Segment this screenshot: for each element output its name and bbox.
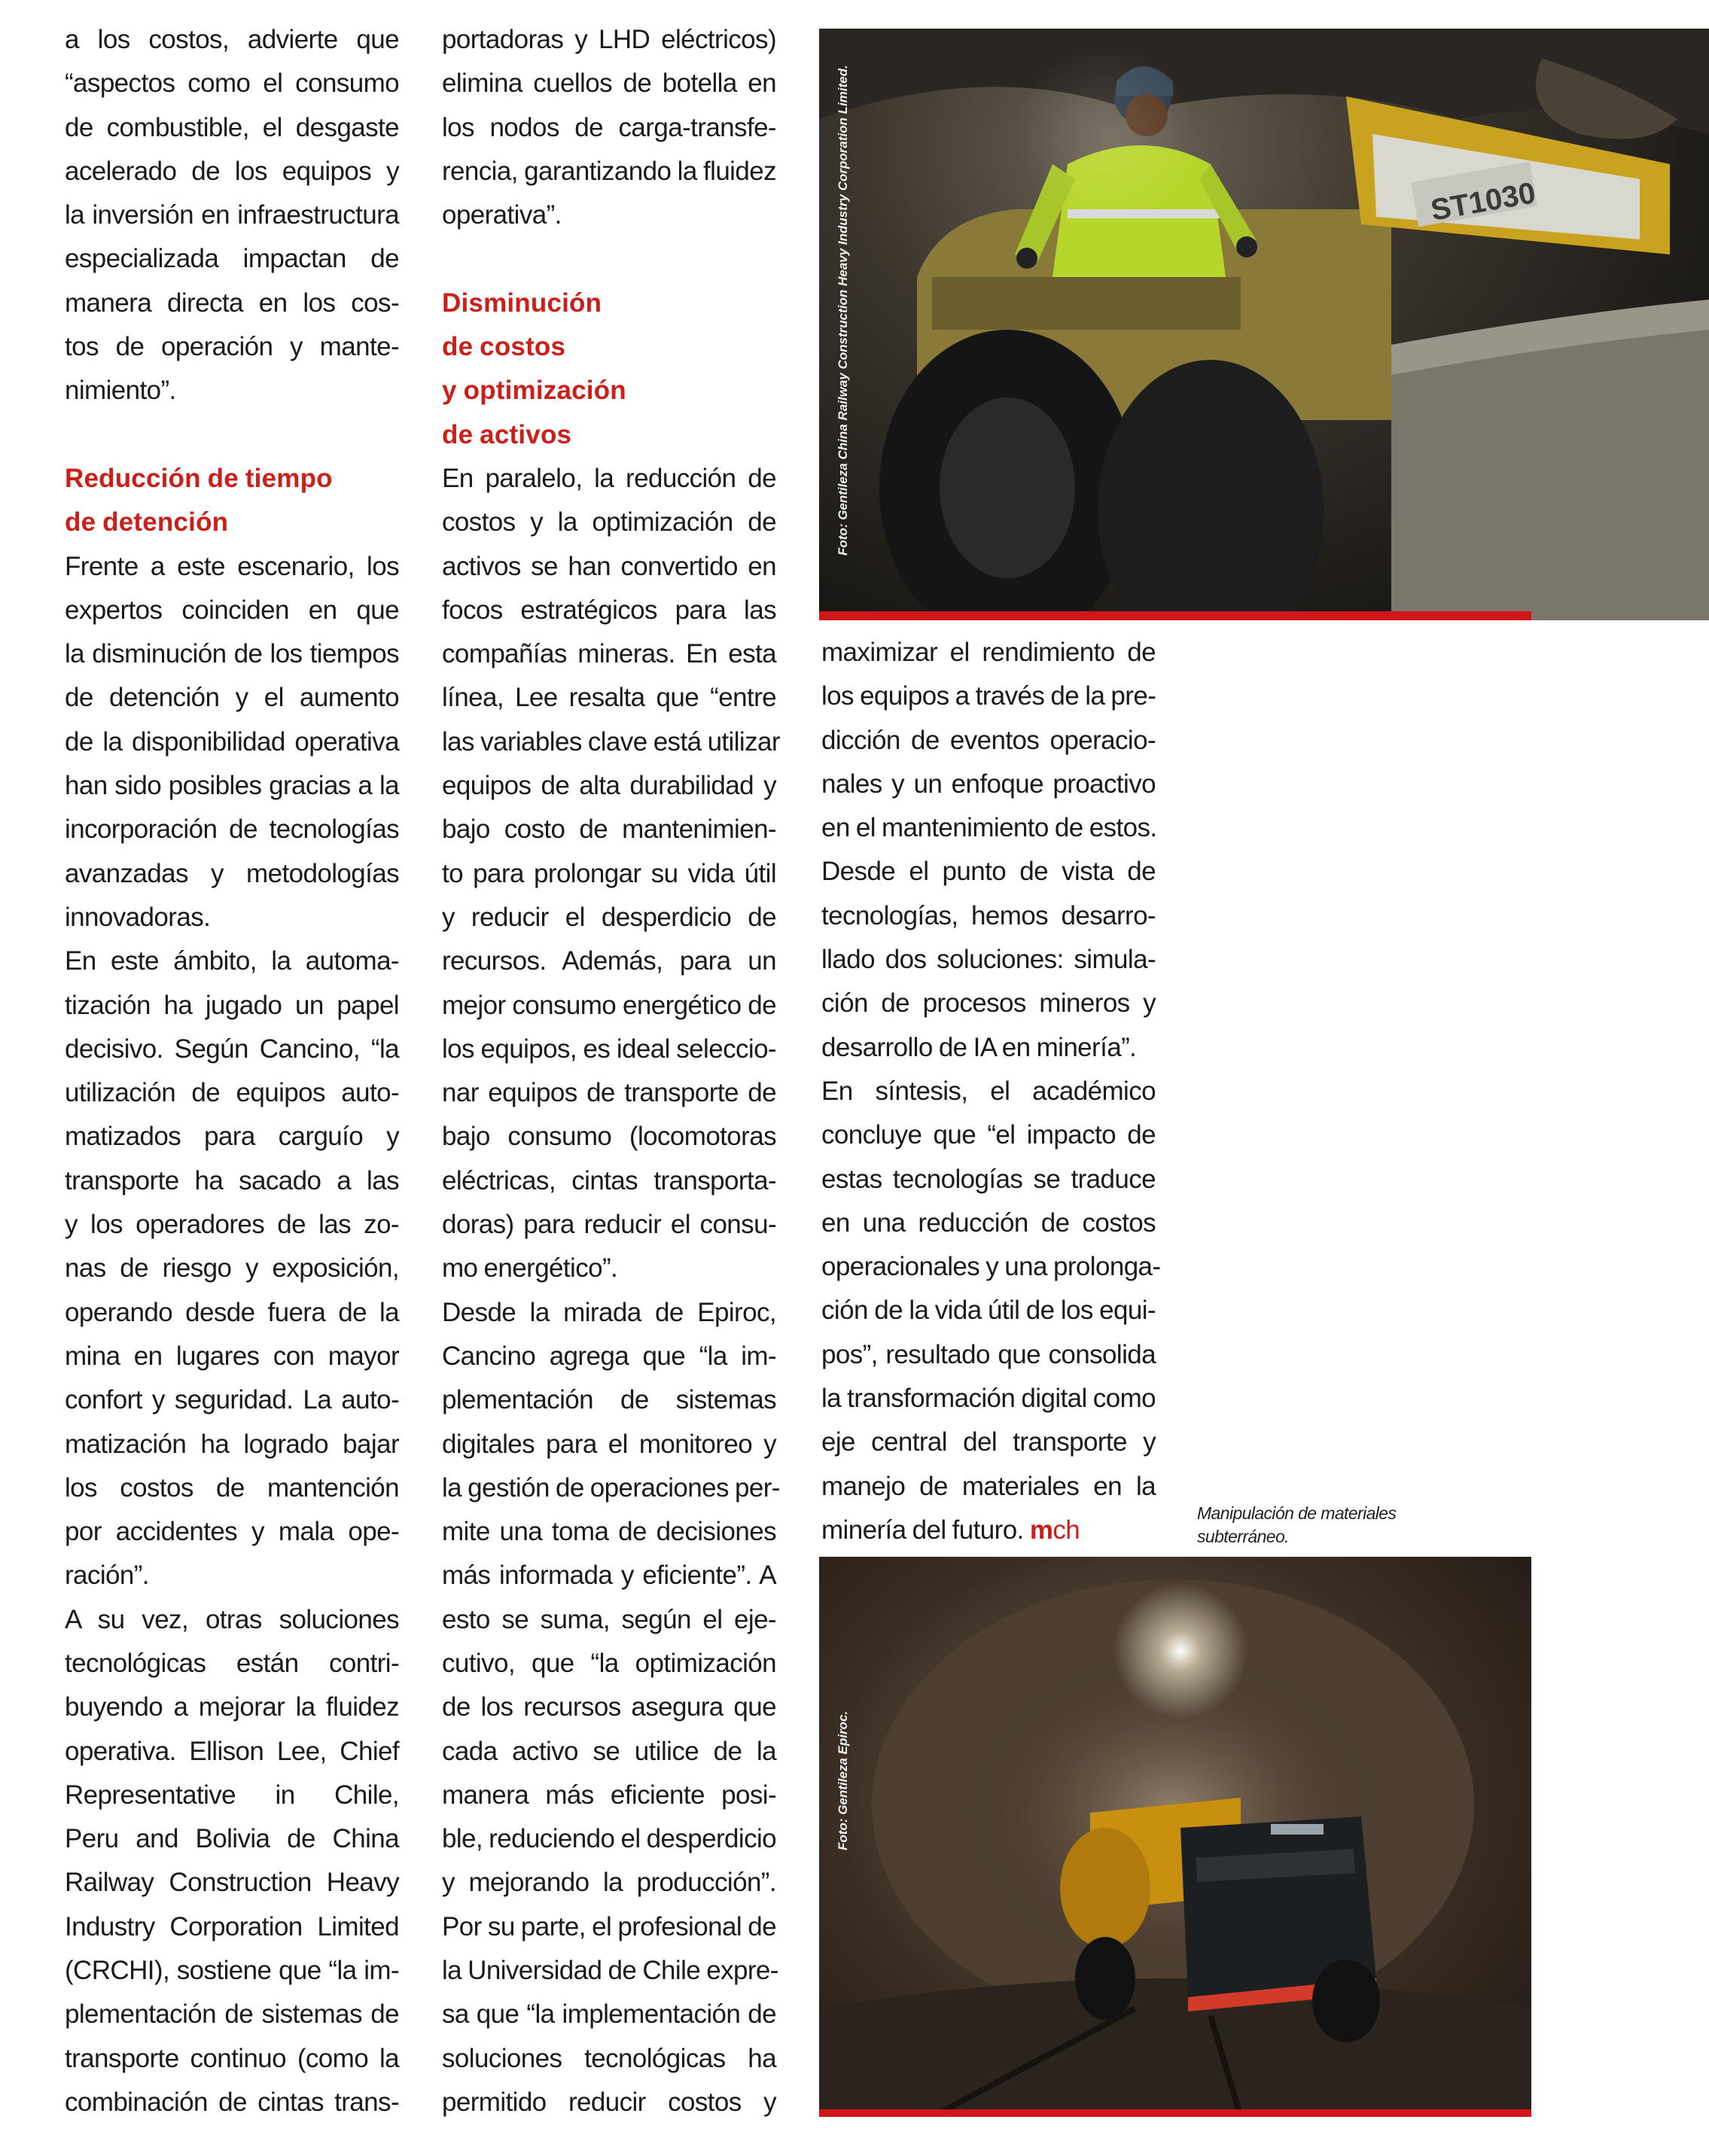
body-text-line: y mejorando la producción”. — [442, 1868, 776, 1898]
body-text-line: incorporación de tecnologías — [65, 815, 399, 845]
body-text-line: activos se han convertido en — [442, 551, 776, 581]
body-text-line: compañías mineras. En esta — [442, 639, 776, 669]
body-text-line: En síntesis, el académico — [821, 1076, 1156, 1106]
body-text-line: eje central del transporte y — [821, 1427, 1156, 1457]
body-text-line: operativa. Ellison Lee, Chief — [65, 1736, 399, 1766]
body-text-line: bajo consumo (locomotoras — [442, 1122, 776, 1152]
body-text-line: equipos de alta durabilidad y — [442, 771, 776, 801]
body-text-line: la inversión en infraestructura — [65, 200, 399, 230]
body-text-line: manejo de materiales en la — [821, 1471, 1156, 1501]
paragraph-spacer — [65, 413, 399, 457]
body-text-line: nales y un enfoque proactivo — [821, 769, 1156, 799]
body-text-line: bajo costo de mantenimien- — [442, 815, 776, 845]
body-text-line: línea, Lee resalta que “entre — [442, 683, 776, 713]
body-text-line: innovadoras. — [65, 902, 211, 932]
article-column-1 — [65, 18, 399, 2124]
body-text-line: ción de la vida útil de los equi- — [821, 1296, 1156, 1326]
body-text-line: han sido posibles gracias a la — [65, 771, 399, 801]
body-text-line: Railway Construction Heavy — [65, 1868, 399, 1898]
body-text-line: tecnológicas están contri- — [65, 1648, 399, 1678]
body-text-line: Desde la mirada de Epiroc, — [442, 1297, 776, 1327]
body-text-line: transporte continuo (como la — [65, 2043, 399, 2073]
accent-bar — [819, 2109, 1531, 2117]
body-text-line: maximizar el rendimiento de — [821, 638, 1156, 667]
body-text-line: mo energético”. — [442, 1253, 618, 1284]
body-text-line: de los recursos asegura que — [442, 1692, 776, 1722]
loader-operator-photo — [819, 29, 1709, 620]
body-text-line: Desde el punto de vista de — [821, 857, 1156, 887]
body-text-line: matizados para carguío y — [65, 1122, 399, 1152]
body-text-line: “aspectos como el consumo — [65, 69, 399, 99]
body-text-line: A su vez, otras soluciones — [65, 1604, 399, 1634]
body-text-line: Cancino agrega que “la im- — [442, 1341, 776, 1371]
body-text-line: eléctricas, cintas transporta- — [442, 1165, 776, 1195]
body-text-line: mite una toma de decisiones — [442, 1517, 776, 1547]
body-text-line: manera directa en los cos- — [65, 288, 399, 318]
body-text-line: Peru and Bolivia de China — [65, 1824, 399, 1854]
body-text-line: (CRCHI), sostiene que “la im- — [65, 1956, 399, 1986]
magazine-signature: mch — [1029, 1515, 1080, 1545]
body-text-line: esto se suma, según el eje- — [442, 1604, 776, 1634]
paragraph-spacer — [442, 237, 776, 281]
body-text-line: plementación de sistemas — [442, 1385, 776, 1415]
body-text-line: buyendo a mejorar la fluidez — [65, 1692, 399, 1722]
body-text-line: la transformación digital como — [821, 1384, 1156, 1414]
body-text-line: más informada y eficiente”. A — [442, 1561, 776, 1591]
body-text-line: de la disponibilidad operativa — [65, 726, 399, 757]
body-text-line: por accidentes y mala ope- — [65, 1517, 399, 1547]
body-text-line: En paralelo, la reducción de — [442, 463, 776, 493]
body-text-line: confort y seguridad. La auto- — [65, 1385, 399, 1415]
body-text-line: Representative in Chile, — [65, 1780, 399, 1810]
body-text-line: los costos de mantención — [65, 1472, 399, 1503]
body-text-line: tecnologías, hemos desarro- — [821, 900, 1156, 930]
body-text-line: y reducir el desperdicio de — [442, 902, 776, 932]
tunnel-loader-illustration — [819, 1557, 1531, 2117]
body-text-line: minería del futuro. mch — [821, 1515, 1080, 1545]
body-text-line: transporte ha sacado a las — [65, 1165, 399, 1195]
body-text-line: ración”. — [65, 1561, 149, 1591]
body-text-line: costos y la optimización de — [442, 507, 776, 537]
body-text-line: la gestión de operaciones per- — [442, 1472, 780, 1503]
body-text-line: avanzadas y metodologías — [65, 858, 399, 888]
body-text-line: dicción de eventos operacio- — [821, 725, 1156, 755]
body-text-line: operacionales y una prolonga- — [821, 1252, 1161, 1282]
body-text-line: en el mantenimiento de estos. — [821, 813, 1157, 843]
body-text-line: mejor consumo energético de — [442, 990, 776, 1020]
vehicle-marking: ST1030 — [1428, 176, 1538, 227]
article-column-2 — [442, 18, 780, 2124]
section-heading-line: de detención — [65, 507, 229, 537]
body-text-line: a los costos, advierte que — [65, 25, 399, 54]
loader-operator-illustration — [819, 29, 1709, 620]
body-text-line: elimina cuellos de botella en — [442, 69, 776, 99]
body-text-line: especializada impactan de — [65, 244, 399, 274]
body-text-line: En este ámbito, la automa- — [65, 946, 399, 976]
body-text-line: plementación de sistemas de — [65, 1999, 399, 2030]
body-text-line: y los operadores de las zo- — [65, 1210, 399, 1240]
body-text-line: Industry Corporation Limited — [65, 1911, 399, 1941]
body-text-line: la disminución de los tiempos — [65, 639, 399, 669]
body-text-line: operando desde fuera de la — [65, 1297, 399, 1327]
body-text-line: matización ha logrado bajar — [65, 1429, 399, 1459]
body-text-line: llado dos soluciones: simula- — [821, 945, 1156, 975]
body-text-line: nimiento”. — [65, 376, 176, 406]
body-text-line: en una reducción de costos — [821, 1207, 1156, 1238]
section-heading-line: de costos — [442, 332, 566, 362]
body-text-line: recursos. Además, para un — [442, 946, 776, 976]
section-heading-line: Reducción de tiempo — [65, 463, 333, 493]
body-text-line: nas de riesgo y exposición, — [65, 1253, 399, 1284]
body-text-line: desarrollo de IA en minería”. — [821, 1032, 1137, 1062]
body-text-line: expertos coinciden en que — [65, 595, 399, 625]
body-text-line: tización ha jugado un papel — [65, 990, 399, 1020]
body-text-line: combinación de cintas trans- — [65, 2087, 399, 2117]
accent-bar — [819, 611, 1531, 620]
body-text-line: decisivo. Según Cancino, “la — [65, 1034, 399, 1064]
body-text-line: concluye que “el impacto de — [821, 1120, 1156, 1150]
body-text-line: pos”, resultado que consolida — [821, 1339, 1156, 1369]
body-text-line: cutivo, que “la optimización — [442, 1648, 776, 1678]
body-text-line: cada activo se utilice de la — [442, 1736, 776, 1766]
body-text-line: utilización de equipos auto- — [65, 1078, 399, 1108]
body-text-line: de detención y el aumento — [65, 683, 399, 713]
article-column-3 — [821, 631, 1161, 1552]
body-text-line: los equipos, es ideal seleccio- — [442, 1034, 776, 1064]
body-text-line: to para prolongar su vida útil — [442, 858, 776, 888]
body-text-line: mina en lugares con mayor — [65, 1341, 399, 1371]
section-heading-line: y optimización — [442, 376, 626, 406]
body-text-line: ble, reduciendo el desperdicio — [442, 1824, 777, 1854]
body-text-line: doras) para reducir el consu- — [442, 1210, 776, 1240]
body-text-line: operativa”. — [442, 200, 562, 230]
body-text-line: estas tecnologías se traduce — [821, 1164, 1156, 1194]
body-text-line: portadoras y LHD eléctricos) — [442, 25, 776, 54]
body-text-line: tos de operación y mante- — [65, 332, 399, 362]
body-text-line: sa que “la implementación de — [442, 1999, 776, 2030]
body-text-line: los equipos a través de la pre- — [821, 681, 1156, 711]
underground-tunnel-photo — [819, 1557, 1531, 2117]
body-text-line: la Universidad de Chile expre- — [442, 1956, 778, 1986]
section-heading-line: de activos — [442, 419, 572, 449]
body-text-line: acelerado de los equipos y — [65, 156, 399, 186]
section-heading-line: Disminución — [442, 288, 602, 318]
photo-credit: Foto: Gentileza China Railway Construction Heavy Industry Corporation Limited. — [836, 65, 850, 556]
body-text-line: manera más eficiente posi- — [442, 1780, 776, 1810]
photo-caption: Manipulación de materiales subterráneo. — [1197, 1503, 1397, 1546]
body-text-line: rencia, garantizando la fluidez — [442, 156, 776, 186]
body-text-line: las variables clave está utilizar — [442, 726, 780, 757]
body-text-line: nar equipos de transporte de — [442, 1078, 776, 1108]
body-text-line: permitido reducir costos y — [442, 2087, 776, 2117]
body-text-line: de combustible, el desgaste — [65, 112, 399, 142]
photo-credit: Foto: Gentileza Epiroc. — [836, 1710, 850, 1850]
body-text-line: los nodos de carga-transfe- — [442, 112, 776, 142]
body-text-line: soluciones tecnológicas ha — [442, 2043, 776, 2073]
body-text-line: ción de procesos mineros y — [821, 988, 1156, 1019]
body-text-line: focos estratégicos para las — [442, 595, 776, 625]
body-text-line: digitales para el monitoreo y — [442, 1429, 776, 1459]
body-text-line: Por su parte, el profesional de — [442, 1911, 776, 1941]
body-text-line: Frente a este escenario, los — [65, 551, 399, 581]
